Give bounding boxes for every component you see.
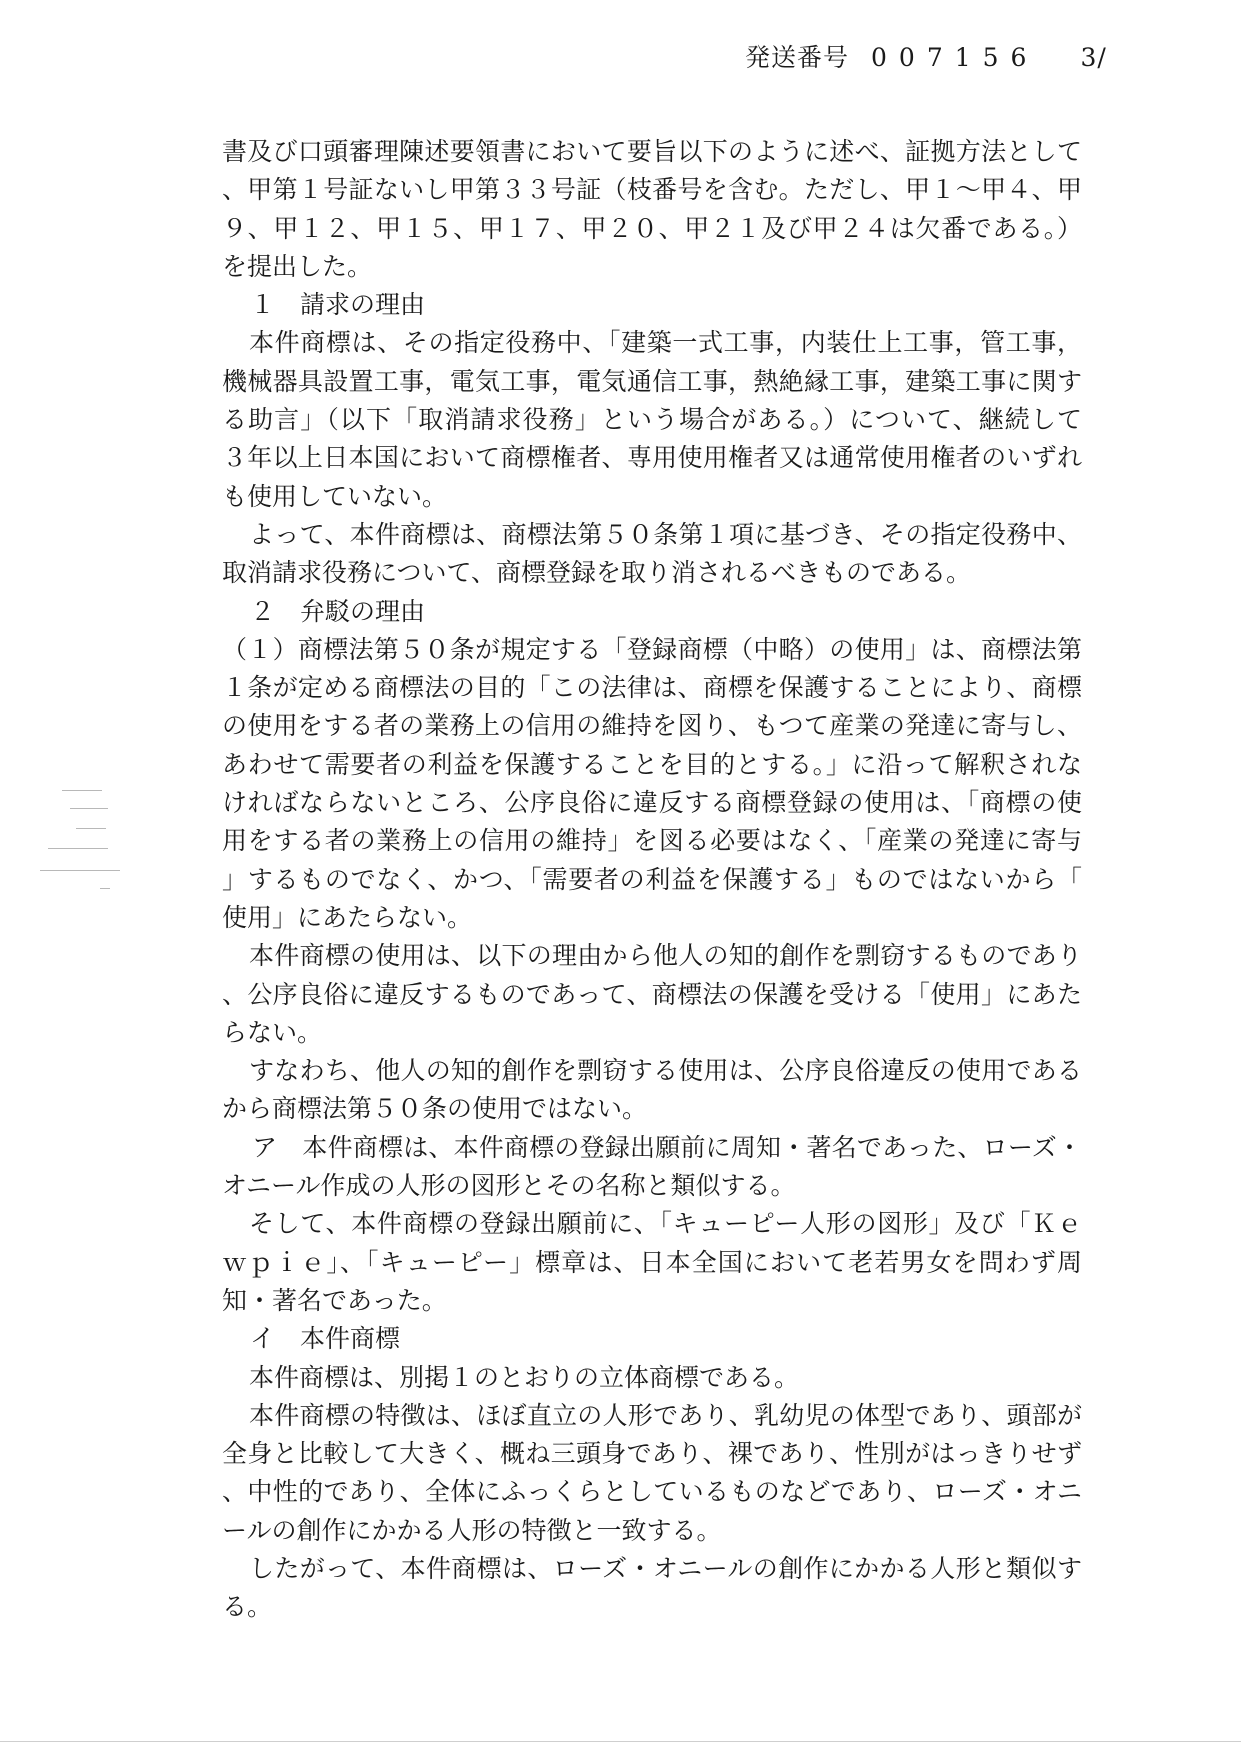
text-line: る。 [222,1592,273,1622]
document-header [745,38,1107,74]
text-line: （１）商標法第５０条が規定する「登録商標（中略）の使用」は、商標法第 [222,634,1082,664]
text-line: オニール作成の人形の図形とその名称と類似する。 [222,1171,796,1201]
text-line: 取消請求役務について、商標登録を取り消されるべきものである。 [222,558,972,588]
text-line: あわせて需要者の利益を保護することを目的とする。」に沿って解釈されな [222,749,1082,779]
text-line: る助言」（以下「取消請求役務」という場合がある。）について、継続して [222,405,1082,435]
text-line: から商標法第５０条の使用ではない。 [222,1094,648,1124]
text-line: 、公序良俗に違反するものであって、商標法の保護を受ける「使用」にあた [222,979,1082,1009]
text-line: ア 本件商標は、本件商標の登録出願前に周知・著名であった、ローズ・ [252,1132,1082,1162]
text-line: したがって、本件商標は、ローズ・オニールの創作にかかる人形と類似す [249,1553,1082,1583]
scan-artifact-marks [40,790,130,920]
text-line: 使用」にあたらない。 [222,902,473,932]
text-line: らない。 [222,1017,323,1047]
text-line: 書及び口頭審理陳述要領書において要旨以下のように述べ、証拠方法として [222,137,1082,166]
text-line: ３年以上日本国において商標権者、専用使用権者又は通常使用権者のいずれ [222,443,1082,473]
text-line: ｗｐｉｅ」、「キューピー」標章は、日本全国において老若男女を問わず周 [222,1247,1082,1277]
text-line: 、甲第１号証ないし甲第３３号証（枝番号を含む。ただし、甲１～甲４、甲 [222,175,1082,205]
section-heading: １ 請求の理由 [250,290,426,320]
text-line: すなわち、他人の知的創作を剽窃する使用は、公序良俗違反の使用である [249,1056,1082,1086]
text-line: の使用をする者の業務上の信用の維持を図り、もつて産業の発達に寄与し、 [222,711,1082,741]
section-heading: イ 本件商標 [250,1324,401,1354]
document-body [222,133,1082,1627]
text-line: ９、甲１２、甲１５、甲１７、甲２０、甲２１及び甲２４は欠番である。） [222,213,1082,243]
text-line: 本件商標は、別掲１のとおりの立体商標である。 [249,1362,800,1392]
text-line: も使用していない。 [222,481,448,511]
text-line: 本件商標の使用は、以下の理由から他人の知的創作を剽窃するものであり [249,941,1082,971]
text-line: 全身と比較して大きく、概ね三頭身であり、裸であり、性別がはっきりせず [222,1439,1082,1469]
text-line: よって、本件商標は、商標法第５０条第１項に基づき、その指定役務中、 [249,519,1082,549]
dispatch-number-label: 発送番号 [745,43,850,72]
text-line: 知・著名であった。 [222,1285,447,1315]
text-line: ールの創作にかかる人形の特徴と一致する。 [222,1515,722,1545]
text-line: 」するものでなく、かつ、「需要者の利益を保護する」ものではないから「 [222,864,1082,894]
text-line: ければならないところ、公序良俗に違反する商標登録の使用は、「商標の使 [222,788,1082,818]
text-line: そして、本件商標の登録出願前に、「キューピー人形の図形」及び「Ｋｅ [249,1209,1082,1239]
text-line: 本件商標は、その指定役務中、「建築一式工事，内装仕上工事，管工事， [249,328,1082,358]
text-line: を提出した。 [222,251,373,281]
dispatch-number: 007156 [871,43,1039,72]
text-line: 本件商標の特徴は、ほぼ直立の人形であり、乳幼児の体型であり、頭部が [249,1400,1082,1430]
scan-bottom-edge [0,1741,1241,1742]
text-line: １条が定める商標法の目的「この法律は、商標を保護することにより、商標 [222,673,1082,703]
text-line: 機械器具設置工事，電気工事，電気通信工事，熱絶縁工事，建築工事に関す [222,366,1082,396]
page-number: 3/ [1080,43,1107,72]
section-heading: ２ 弁駁の理由 [250,596,426,626]
text-line: 、中性的であり、全体にふっくらとしているものなどであり、ローズ・オニ [222,1477,1082,1507]
text-line: 用をする者の業務上の信用の維持」を図る必要はなく、「産業の発達に寄与 [222,826,1082,856]
